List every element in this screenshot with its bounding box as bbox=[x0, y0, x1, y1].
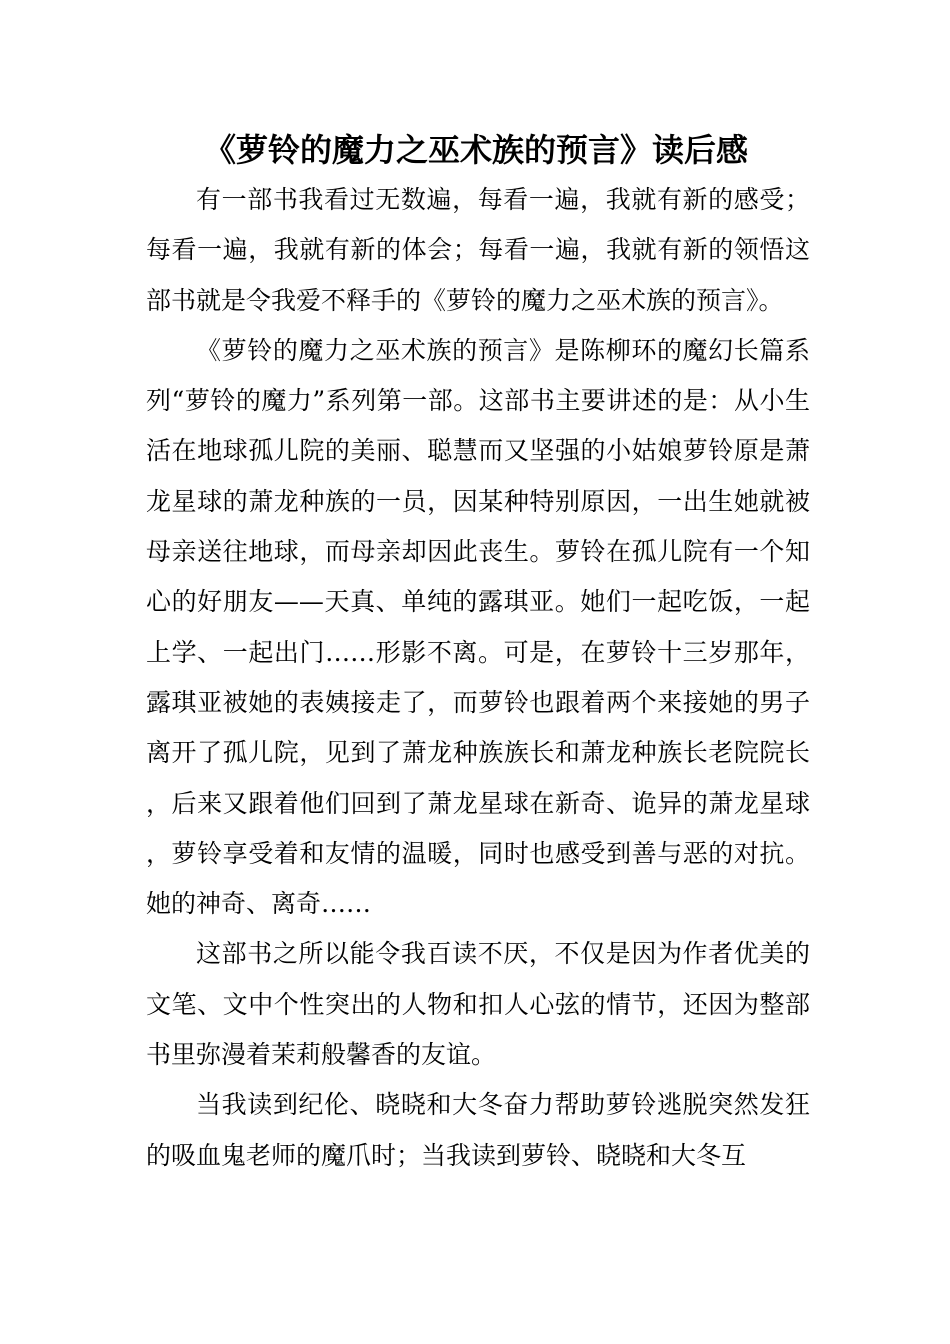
document-body bbox=[146, 175, 810, 1181]
paragraph-2: 《萝铃的魔力之巫术族的预言》是陈柳环的魔幻长篇系列“萝铃的魔力”系列第一部。这部书主要讲述的是：从小生活在地球孤儿院的美丽、聪慧而又坚强的小姑娘萝铃原是萧龙星球的萧龙种族的一员，因某种特别原因，一出生她就被母亲送往地球，而母亲却因此丧生。萝铃在孤儿院有一个知心的好朋友——天真、单纯的露琪亚。她们一起吃饭，一起上学、一起出门……形影不离。可是，在萝铃十三岁那年，露琪亚被她的表姨接走了，而萝铃也跟着两个来接她的男子离开了孤儿院，见到了萧龙种族族长和萧龙种族长老院院长，后来又跟着他们回到了萧龙星球在新奇、诡异的萧龙星球，萝铃享受着和友情的温暖，同时也感受到善与恶的对抗。她的神奇、离奇…… bbox=[146, 335, 810, 919]
paragraph-1: 有一部书我看过无数遍，每看一遍，我就有新的感受；每看一遍，我就有新的体会；每看一遍，我就有新的领悟这部书就是令我爱不释手的《萝铃的魔力之巫术族的预言》。 bbox=[146, 185, 810, 315]
document-title: 《萝铃的魔力之巫术族的预言》读后感 bbox=[203, 131, 748, 169]
paragraph-4: 当我读到纪伦、晓晓和大冬奋力帮助萝铃逃脱突然发狂的吸血鬼老师的魔爪时；当我读到萝铃、晓晓和大冬互 bbox=[146, 1090, 810, 1170]
paragraph-3: 这部书之所以能令我百读不厌，不仅是因为作者优美的文笔、文中个性突出的人物和扣人心弦的情节，还因为整部书里弥漫着茉莉般馨香的友谊。 bbox=[146, 939, 810, 1070]
